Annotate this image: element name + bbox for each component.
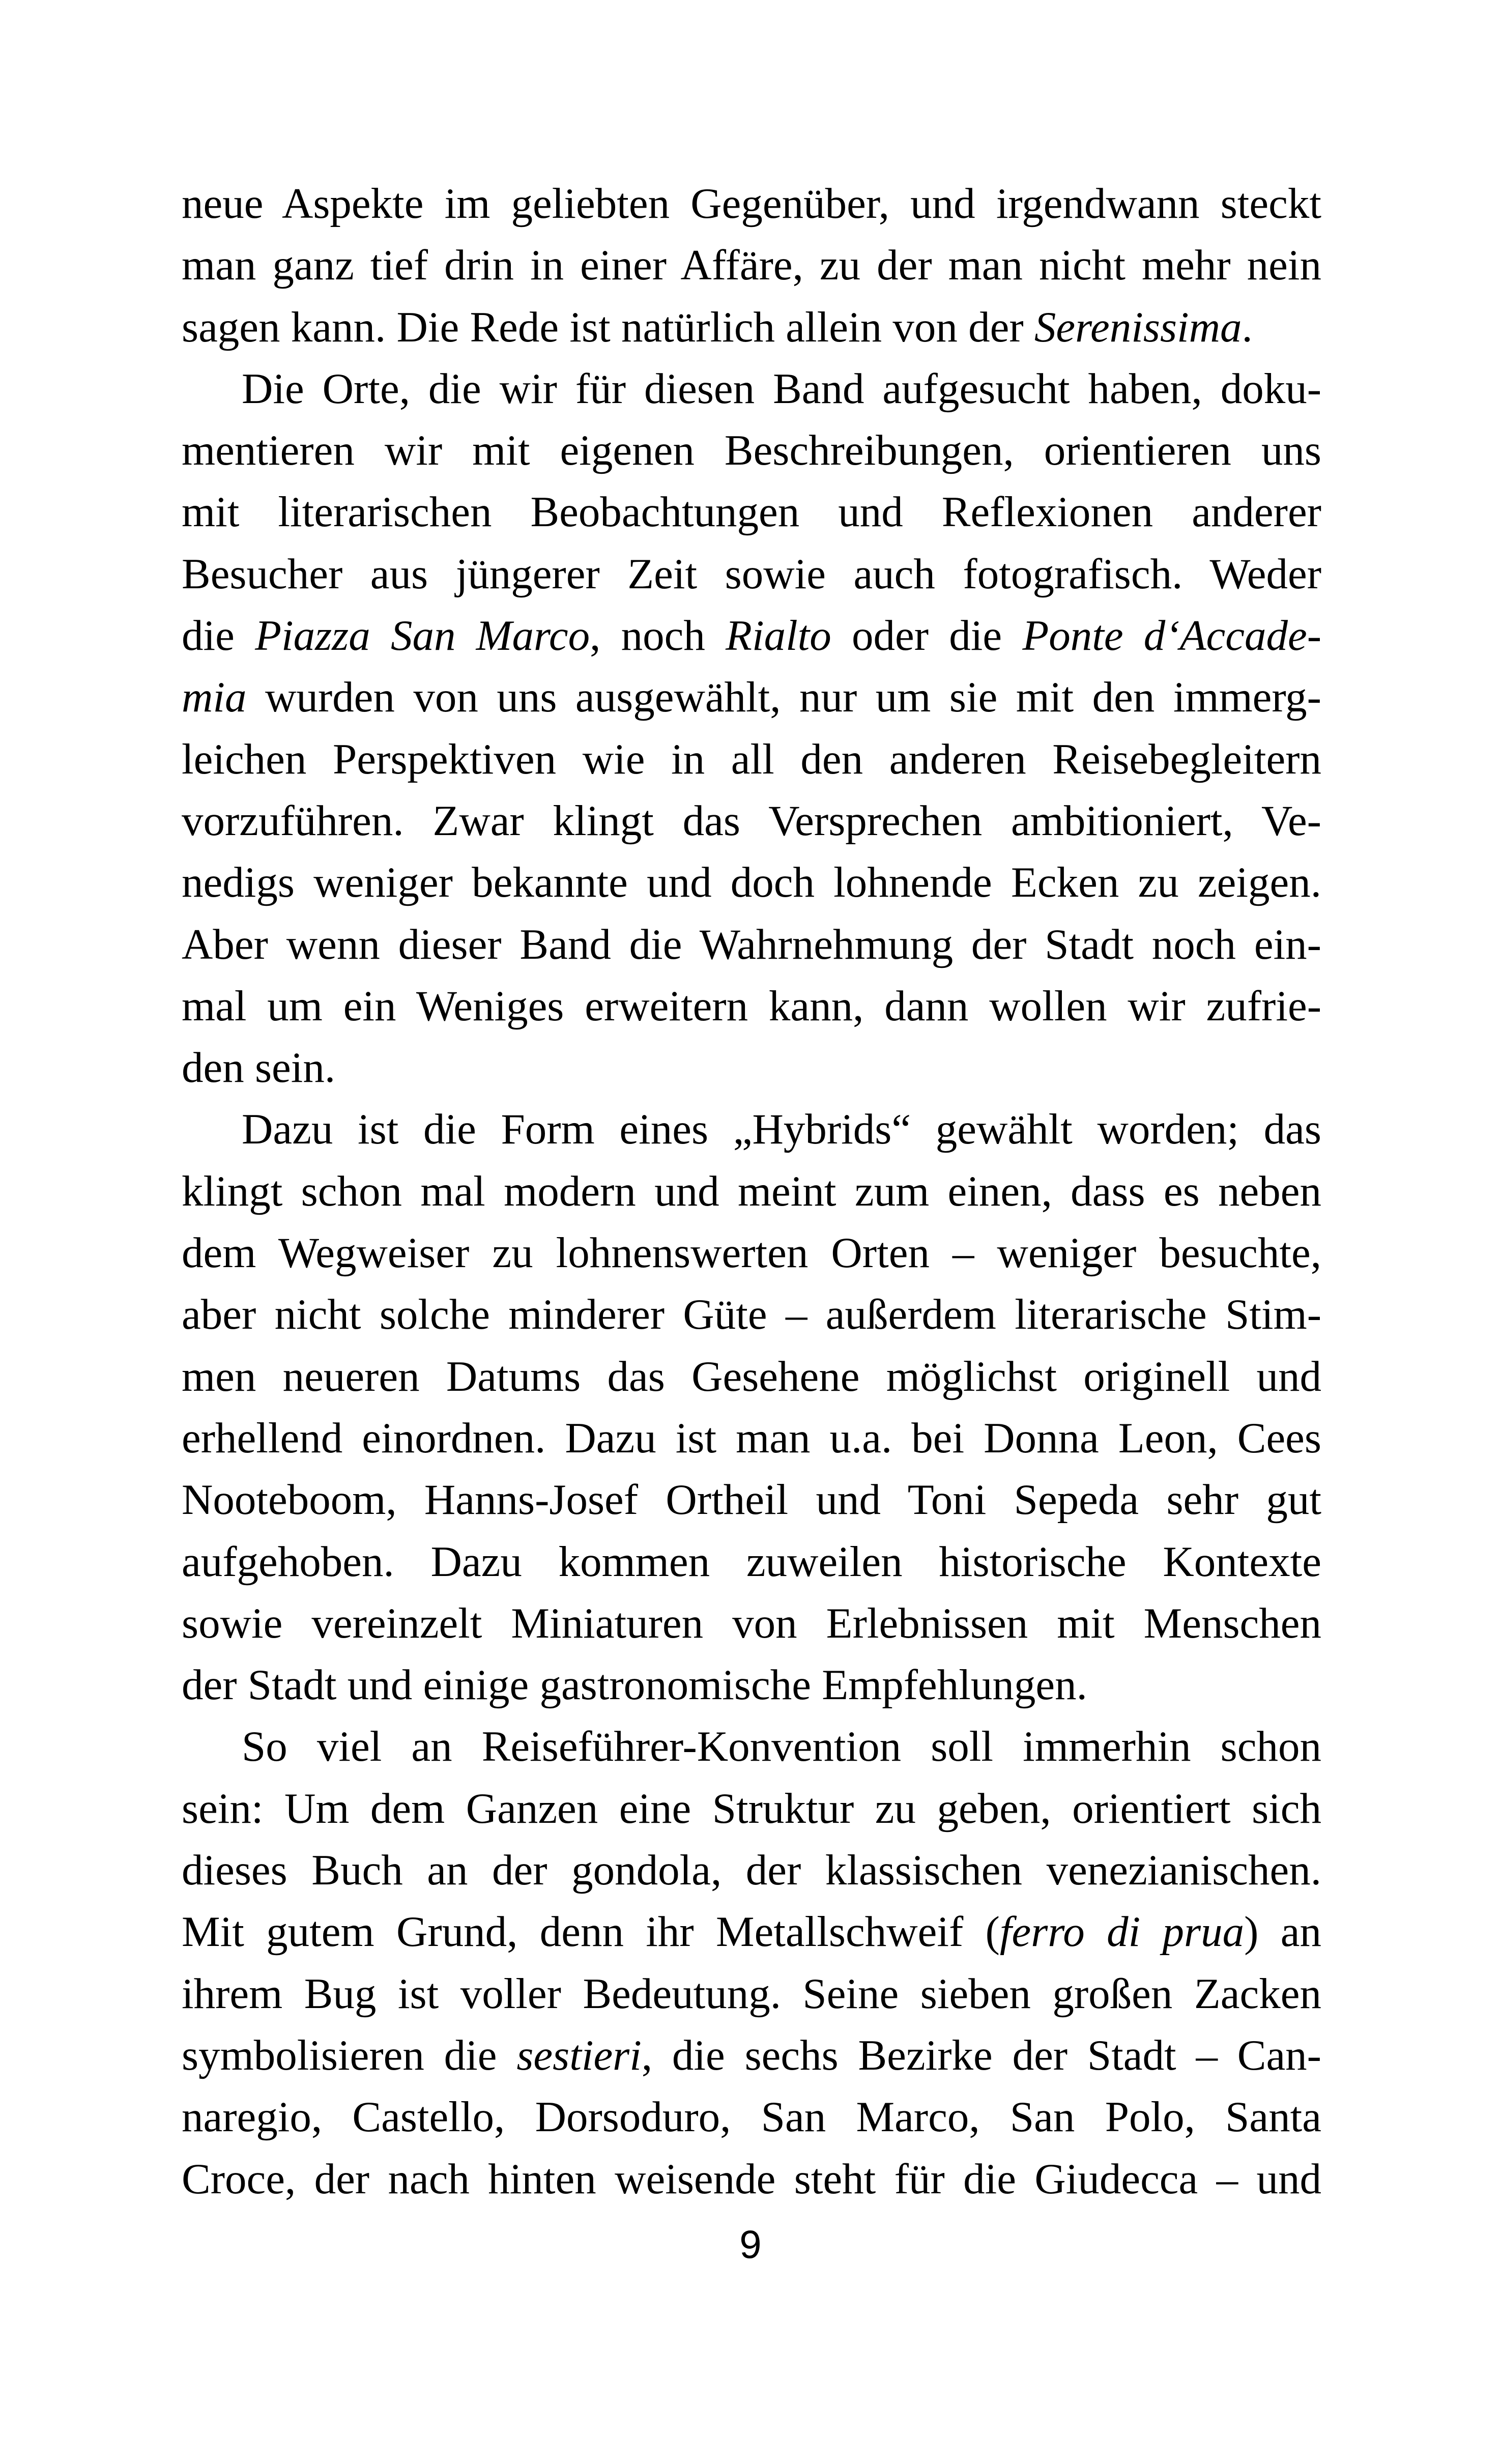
text-line <box>182 1284 1321 1345</box>
text-line <box>182 852 1321 913</box>
text-run: symbolisieren die <box>182 2031 517 2079</box>
text-run: mit literarischen Beobachtungen und Reflexionen anderer <box>182 488 1321 536</box>
italic-text: mia <box>182 673 247 722</box>
text-line <box>182 1531 1321 1593</box>
text-run: neue Aspekte im geliebten Gegenüber, und irgendwann steckt <box>182 180 1321 227</box>
paragraph <box>182 173 1321 358</box>
text-run: ihrem Bug ist voller Bedeutung. Seine sieben großen Zacken <box>182 1969 1321 2018</box>
text-run: sagen kann. Die Rede ist natürlich allein von der <box>182 303 1034 351</box>
text-line <box>182 420 1321 481</box>
text-line <box>182 790 1321 852</box>
text-line <box>182 543 1321 605</box>
text-line <box>182 1778 1321 1840</box>
text-line <box>182 1963 1321 2025</box>
text-run: klingt schon mal modern und meint zum einen, dass es neben <box>182 1167 1321 1215</box>
paragraph <box>182 358 1321 1099</box>
text-run: nedigs weniger bekannte und doch lohnende Ecken zu zeigen. <box>182 858 1321 907</box>
text-line <box>182 729 1321 790</box>
text-run: Nooteboom, Hanns-Josef Ortheil und Toni Sepeda sehr gut <box>182 1476 1321 1524</box>
text-run: mal um ein Weniges erweitern kann, dann wollen wir zufrie- <box>182 982 1321 1030</box>
italic-text: Ponte d‘Accade- <box>1022 612 1321 660</box>
text-line <box>182 1408 1321 1469</box>
text-run: Croce, der nach hinten weisende steht für die Giudecca – und <box>182 2155 1321 2203</box>
text-line <box>182 173 1321 235</box>
text-run: So viel an Reiseführer-Konvention soll immerhin schon <box>242 1723 1321 1771</box>
text-run: dem Wegweiser zu lohnenswerten Orten – weniger besuchte, <box>182 1229 1321 1277</box>
italic-text: Rialto <box>726 612 831 660</box>
text-line <box>182 481 1321 543</box>
text-line <box>182 1840 1321 1901</box>
page-number: 9 <box>739 2222 762 2267</box>
text-run: oder die <box>831 612 1023 660</box>
text-run: . <box>1242 303 1253 351</box>
text-line <box>182 1346 1321 1408</box>
text-run: men neueren Datums das Gesehene möglichst originell und <box>182 1352 1321 1400</box>
text-line <box>182 1469 1321 1531</box>
text-line <box>182 1222 1321 1284</box>
text-line <box>182 976 1321 1037</box>
text-line <box>182 1099 1321 1160</box>
text-line <box>182 1161 1321 1222</box>
text-run: erhellend einordnen. Dazu ist man u.a. bei Donna Leon, Cees <box>182 1414 1321 1462</box>
text-run: naregio, Castello, Dorsoduro, San Marco, San Polo, Santa <box>182 2093 1321 2141</box>
paragraph <box>182 1716 1321 2210</box>
text-run: leichen Perspektiven wie in all den anderen Reisebegleitern <box>182 735 1321 783</box>
text-run: Die Orte, die wir für diesen Band aufgesucht haben, doku- <box>242 364 1321 413</box>
text-run: sowie vereinzelt Miniaturen von Erlebnissen mit Menschen <box>182 1599 1321 1647</box>
text-run: Dazu ist die Form eines „Hybrids“ gewählt worden; das <box>242 1105 1321 1154</box>
italic-text: ferro di prua <box>999 1908 1245 1956</box>
text-run: der Stadt und einige gastronomische Empfehlungen. <box>182 1661 1087 1709</box>
text-line <box>182 914 1321 976</box>
text-run: Mit gutem Grund, denn ihr Metallschweif ( <box>182 1908 1000 1956</box>
text-line <box>182 1037 1321 1099</box>
paragraph <box>182 1099 1321 1716</box>
text-line <box>182 1716 1321 1778</box>
text-line <box>182 2148 1321 2210</box>
text-run: , noch <box>590 612 726 660</box>
text-run: wurden von uns ausgewählt, nur um sie mit den immerg- <box>246 673 1321 722</box>
text-run: Aber wenn dieser Band die Wahrnehmung der Stadt noch ein- <box>182 920 1321 968</box>
text-line <box>182 358 1321 420</box>
text-line <box>182 1593 1321 1654</box>
text-line <box>182 297 1321 358</box>
italic-text: sestieri <box>516 2031 642 2079</box>
text-line <box>182 2025 1321 2086</box>
text-run: die <box>182 612 255 660</box>
text-line <box>182 235 1321 296</box>
text-run: ) an <box>1244 1908 1321 1956</box>
text-run: vorzuführen. Zwar klingt das Versprechen ambitioniert, Ve- <box>182 796 1321 845</box>
text-line <box>182 1901 1321 1963</box>
text-run: man ganz tief drin in einer Affäre, zu der man nicht mehr nein <box>182 241 1321 290</box>
text-run: aufgehoben. Dazu kommen zuweilen historische Kontexte <box>182 1537 1321 1586</box>
text-line <box>182 1654 1321 1716</box>
text-run: sein: Um dem Ganzen eine Struktur zu geben, orientiert sich <box>182 1784 1321 1832</box>
text-run: , die sechs Bezirke der Stadt – Can- <box>641 2031 1321 2079</box>
text-run: mentieren wir mit eigenen Beschreibungen, orientieren uns <box>182 426 1321 475</box>
text-line <box>182 2086 1321 2148</box>
text-run: aber nicht solche minderer Güte – außerdem literarische Stim- <box>182 1291 1321 1339</box>
text-run: dieses Buch an der gondola, der klassischen venezianischen. <box>182 1846 1321 1895</box>
italic-text: Serenissima <box>1034 303 1242 351</box>
text-line <box>182 667 1321 728</box>
text-run: Besucher aus jüngerer Zeit sowie auch fotografisch. Weder <box>182 550 1321 598</box>
text-run: den sein. <box>182 1044 336 1092</box>
text-line <box>182 605 1321 667</box>
body-text <box>182 173 1321 2210</box>
italic-text: Piazza San Marco <box>255 612 590 660</box>
